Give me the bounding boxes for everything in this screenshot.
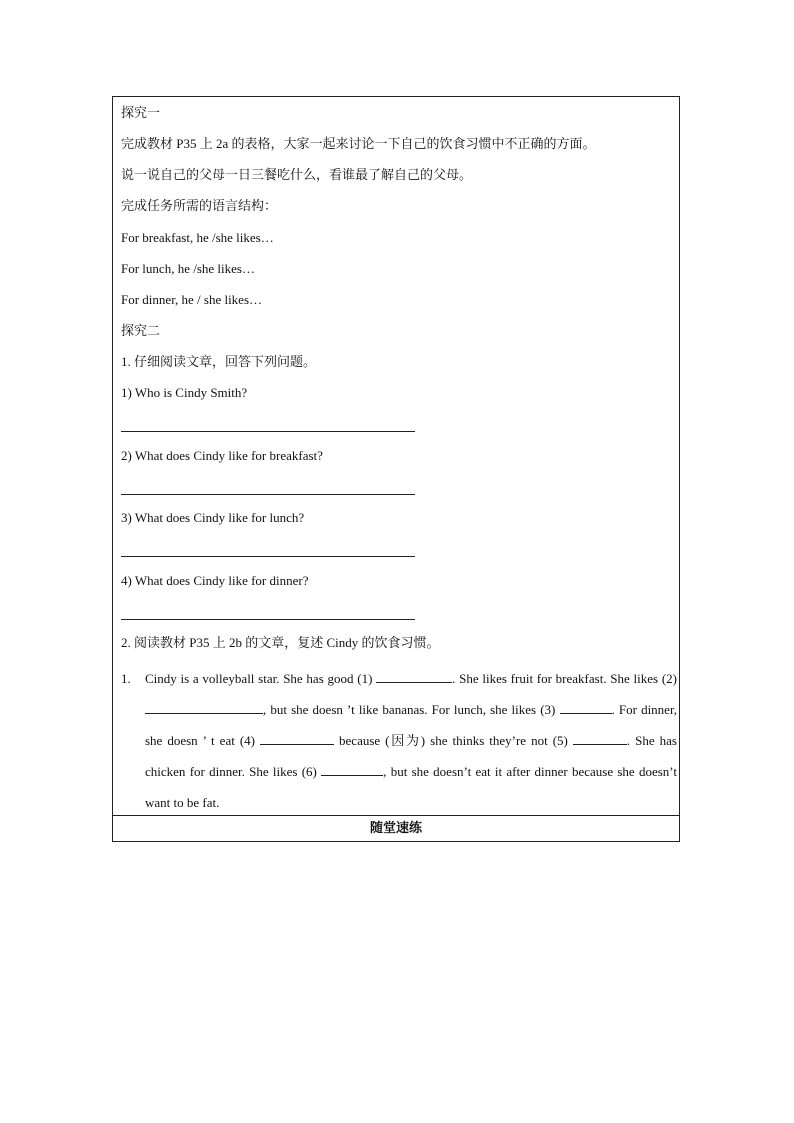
answer-line-1 xyxy=(121,431,415,432)
questions-intro: 1. 仔细阅读文章，回答下列问题。 xyxy=(121,354,317,369)
paragraph-segment: Cindy is a volleyball star. She has good (1) xyxy=(145,671,373,686)
section1-task2: 说一说自己的父母一日三餐吃什么，看谁最了解自己的父母。 xyxy=(121,167,473,182)
cloze-paragraph xyxy=(121,663,677,818)
question-3: 3) What does Cindy like for lunch? xyxy=(121,510,305,525)
section1-task1: 完成教材 P35 上 2a 的表格，大家一起来讨论一下自己的饮食习惯中不正确的方面。 xyxy=(121,136,596,151)
paragraph-text xyxy=(145,663,677,818)
answer-line-4 xyxy=(121,619,415,620)
blank-6 xyxy=(321,763,383,776)
blank-2 xyxy=(145,701,263,714)
retell-intro: 2. 阅读教材 P35 上 2b 的文章，复述 Cindy 的饮食习惯。 xyxy=(121,635,440,650)
paragraph-segment: . She likes fruit for breakfast. She likes (2) xyxy=(452,671,677,686)
blank-5 xyxy=(573,732,627,745)
pattern-lunch: For lunch, he /she likes… xyxy=(121,261,255,276)
section1-heading: 探究一 xyxy=(121,105,161,120)
paragraph-segment: because (因为) she thinks they’re not (5) xyxy=(339,733,568,748)
paragraph-segment: , but she doesn’t eat it after dinner because she doesn’t want to be fat. xyxy=(145,764,677,810)
section2-heading: 探究二 xyxy=(121,323,161,338)
answer-line-3 xyxy=(121,556,415,557)
worksheet-box xyxy=(112,96,680,842)
pattern-breakfast: For breakfast, he /she likes… xyxy=(121,230,274,245)
paragraph-segment: . For dinner, she doesn ’ t eat (4) xyxy=(145,702,678,748)
question-4: 4) What does Cindy like for dinner? xyxy=(121,573,309,588)
paragraph-segment: , but she doesn ’t like bananas. For lunch, she likes (3) xyxy=(263,702,556,717)
blank-1 xyxy=(376,670,452,683)
section-divider xyxy=(113,815,679,816)
structure-label: 完成任务所需的语言结构： xyxy=(121,198,278,213)
paragraph-segment: . She has chicken for dinner. She likes (6) xyxy=(145,733,677,779)
blank-3 xyxy=(560,701,612,714)
answer-line-2 xyxy=(121,494,415,495)
practice-title: 随堂速练 xyxy=(369,820,422,835)
paragraph-number: 1. xyxy=(121,671,131,686)
pattern-dinner: For dinner, he / she likes… xyxy=(121,292,263,307)
blank-4 xyxy=(260,732,334,745)
question-1: 1) Who is Cindy Smith? xyxy=(121,385,248,400)
question-2: 2) What does Cindy like for breakfast? xyxy=(121,448,323,463)
